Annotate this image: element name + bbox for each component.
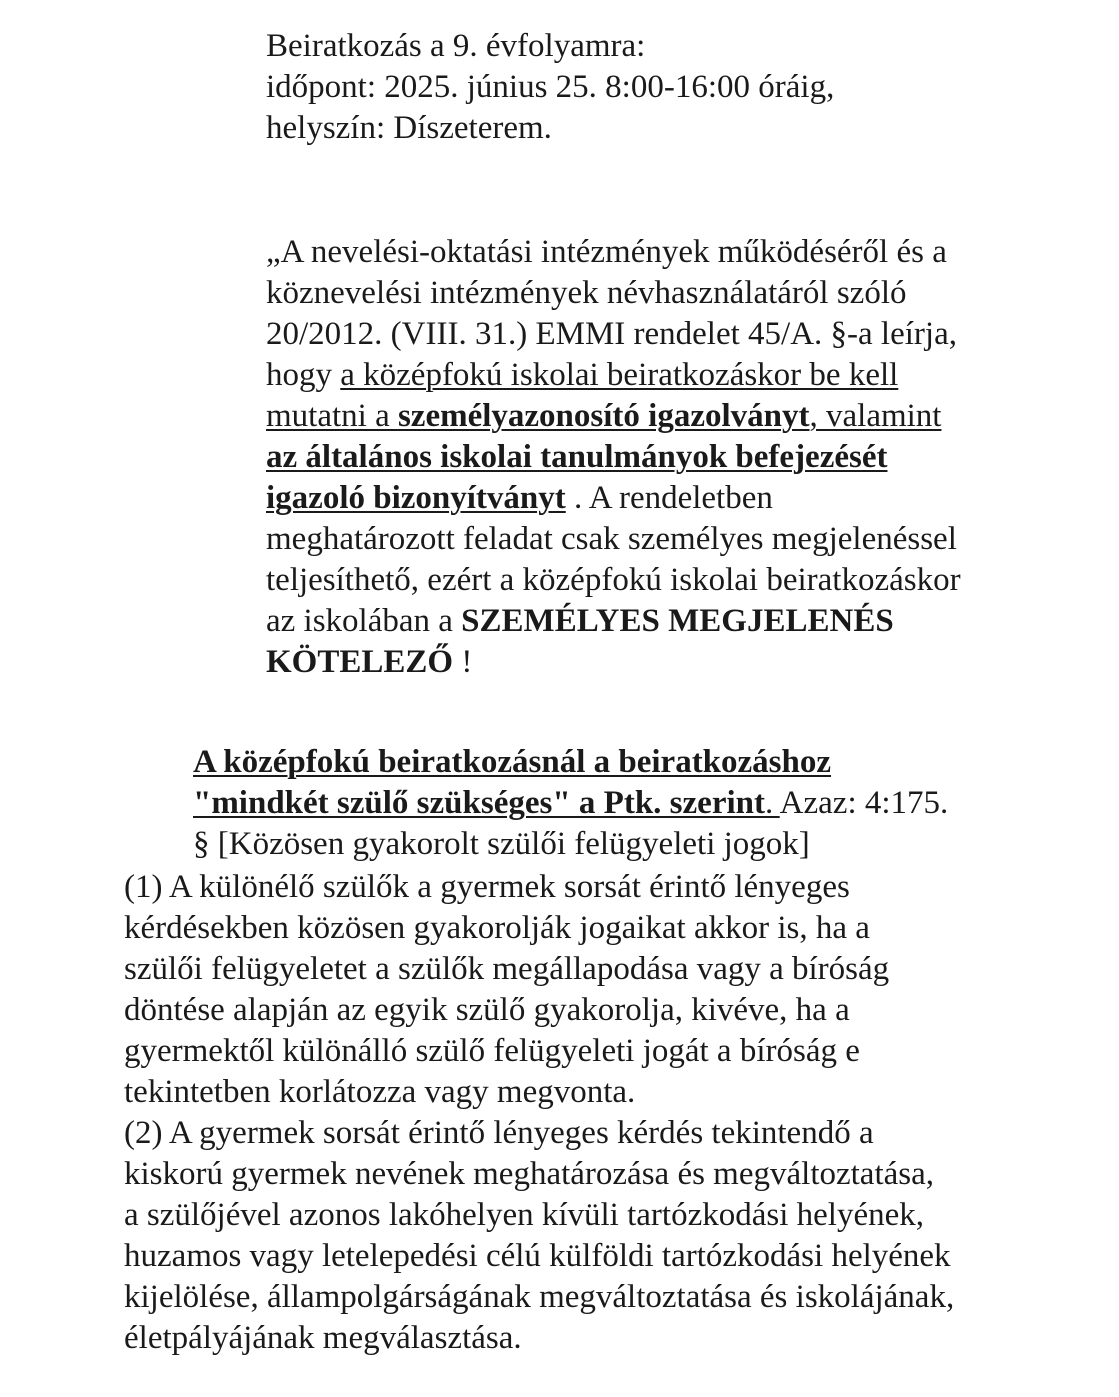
underlined-text: a középfokú iskolai beiratkozáskor be kell (340, 357, 899, 393)
law-line: gyermektől különálló szülő felügyeleti jogát a bíróság e (124, 1033, 860, 1069)
section-title: § [Közösen gyakorolt szülői felügyeleti jogok] (193, 826, 810, 862)
law-line: huzamos vagy letelepedési célú külföldi tartózkodási helyének (124, 1238, 951, 1274)
quote-line (266, 601, 961, 642)
quote-line: köznevelési intézmények névhasználatáról szóló (266, 275, 907, 311)
quote-line (266, 355, 961, 396)
quote-text: az iskolában a (266, 603, 462, 639)
law-line: kiskorú gyermek nevének meghatározása és megváltoztatása, (124, 1156, 934, 1192)
id-card-requirement: személyazonosító igazolványt (397, 398, 810, 434)
underlined-text: mutatni a (266, 398, 398, 434)
law-line: (2) A gyermek sorsát érintő lényeges kérdés tekintendő a (124, 1115, 874, 1151)
quote-line: „A nevelési-oktatási intézmények működéséről és a (266, 234, 947, 270)
law-line: döntése alapján az egyik szülő gyakorolja, kivéve, ha a (124, 992, 850, 1028)
law-line: a szülőjével azonos lakóhelyen kívüli tartózkodási helyének, (124, 1197, 924, 1233)
quote-line (266, 642, 961, 683)
mandatory-emphasis: KÖTELEZŐ (266, 644, 454, 680)
heading-line (193, 742, 948, 783)
heading-line (193, 783, 948, 824)
quote-line: 20/2012. (VIII. 31.) EMMI rendelet 45/A. §-a leírja, (266, 316, 957, 352)
quote-line (266, 396, 961, 437)
law-line: tekintetben korlátozza vagy megvonta. (124, 1074, 636, 1110)
enrollment-title: Beiratkozás a 9. évfolyamra: (266, 28, 646, 64)
certificate-requirement: az általános iskolai tanulmányok befejezését (266, 439, 888, 475)
quote-text: ! (453, 644, 473, 680)
paragraph-1 (124, 867, 954, 1113)
enrollment-location: helyszín: Díszeterem. (266, 110, 552, 146)
underlined-text: . (764, 785, 780, 821)
certificate-requirement: igazoló bizonyítványt (266, 480, 566, 516)
law-reference: Azaz: 4:175. (779, 785, 949, 821)
regulation-quote (266, 232, 961, 683)
enrollment-time: időpont: 2025. június 25. 8:00-16:00 óráig, (266, 69, 835, 105)
heading-text: A középfokú beiratkozásnál a beiratkozáshoz (193, 744, 832, 780)
enrollment-info (266, 26, 834, 149)
quote-text: hogy (266, 357, 341, 393)
law-line: szülői felügyeletet a szülők megállapodása vagy a bíróság (124, 951, 890, 987)
law-line: kérdésekben közösen gyakorolják jogaikat akkor is, ha a (124, 910, 870, 946)
law-text (124, 867, 954, 1359)
quote-line: meghatározott feladat csak személyes megjelenéssel (266, 521, 957, 557)
underlined-text: , valamint (809, 398, 942, 434)
quote-line (266, 437, 961, 478)
quote-line: teljesíthető, ezért a középfokú iskolai beiratkozáskor (266, 562, 961, 598)
paragraph-2 (124, 1113, 954, 1359)
personal-presence-emphasis: SZEMÉLYES MEGJELENÉS (461, 603, 894, 639)
heading-text: "mindkét szülő szükséges" a Ptk. szerint (193, 785, 765, 821)
quote-line (266, 478, 961, 519)
law-line: életpályájának megválasztása. (124, 1320, 522, 1356)
law-line: kijelölése, állampolgárságának megváltoztatása és iskolájának, (124, 1279, 955, 1315)
parents-heading (193, 742, 948, 865)
quote-text: . A rendeletben (565, 480, 773, 516)
law-line: (1) A különélő szülők a gyermek sorsát érintő lényeges (124, 869, 850, 905)
